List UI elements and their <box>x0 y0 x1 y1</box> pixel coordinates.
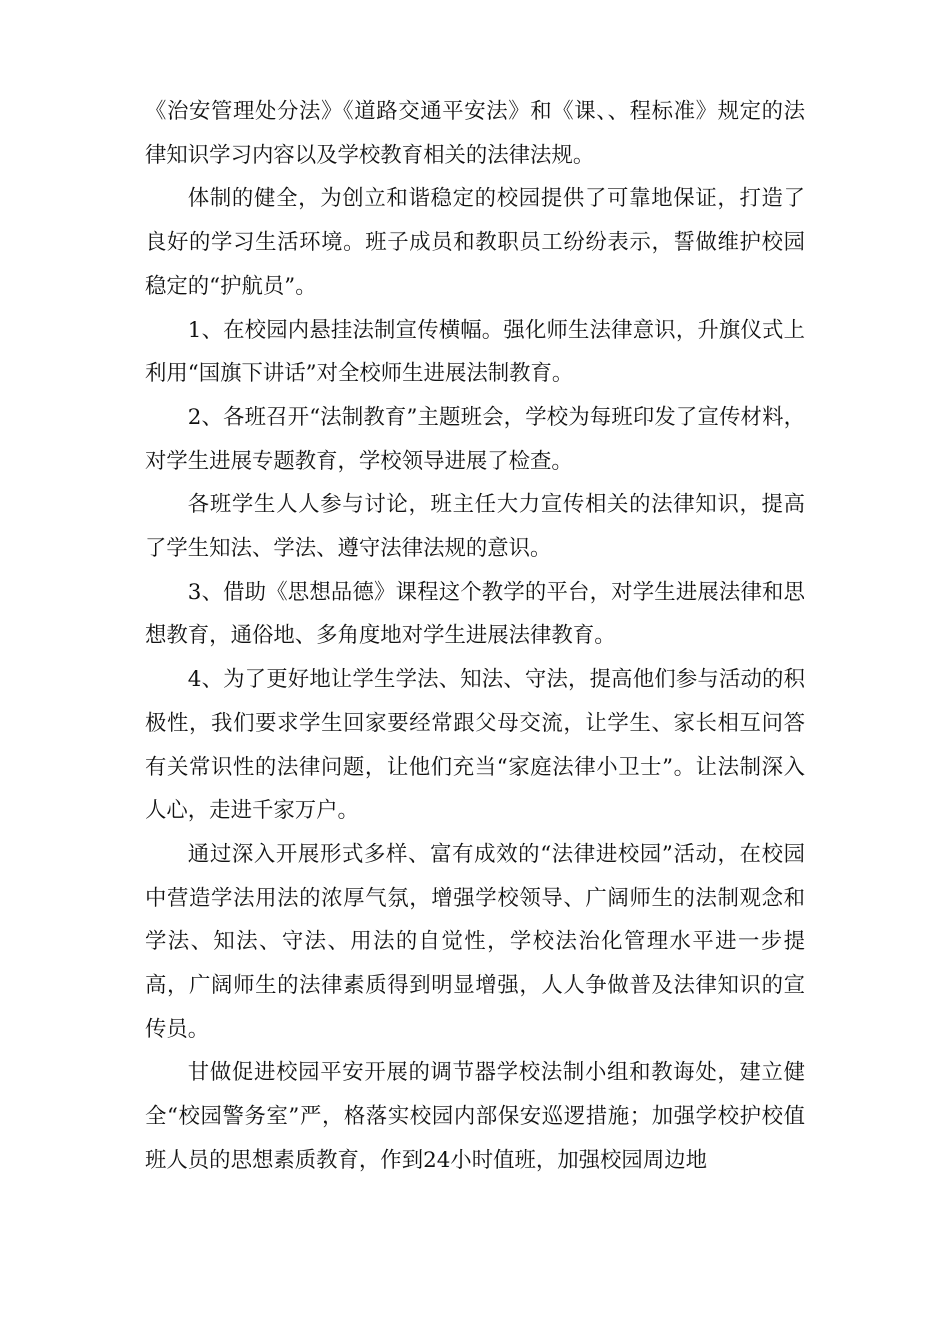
paragraph-summary: 通过深入开展形式多样、富有成效的“法律进校园”活动，在校园中营造学法用法的浓厚气氛，增强学校领导、广阔师生的法制观念和学法、知法、守法、用法的自觉性，学校法治化管理水平进一步提高，广阔师生的法律素质得到明显增强，人人争做普及法律知识的宣传员。 <box>145 841 805 1042</box>
paragraph-class-discussion: 各班学生人人参与讨论，班主任大力宣传相关的法律知识，提高了学生知法、学法、遵守法律法规的意识。 <box>145 492 805 562</box>
paragraph-item-4: 4、为了更好地让学生学法、知法、守法，提高他们参与活动的积极性，我们要求学生回家要经常跟父母交流，让学生、家长相互问答有关常识性的法律问题，让他们充当“家庭法律小卫士”。让法制深入人心，走进千家万户。 <box>145 667 805 824</box>
document-page <box>145 90 805 1183</box>
paragraph-system-health: 体制的健全，为创立和谐稳定的校园提供了可靠地保证，打造了良好的学习生活环境。班子成员和教职员工纷纷表示，誓做维护校园稳定的“护航员”。 <box>145 186 805 299</box>
paragraph-continued: 《治安管理处分法》《道路交通平安法》和《课、、程标准》规定的法律知识学习内容以及学校教育相关的法律法规。 <box>145 99 805 168</box>
paragraph-safety-measures: 甘做促进校园平安开展的调节器学校法制小组和教诲处，建立健全“校园警务室”严，格落实校园内部保安巡逻措施；加强学校护校值班人员的思想素质教育，作到24小时值班，加强校园周边地 <box>145 1060 805 1173</box>
paragraph-item-2: 2、各班召开“法制教育”主题班会，学校为每班印发了宣传材料，对学生进展专题教育，学校领导进展了检查。 <box>145 404 805 474</box>
paragraph-item-3: 3、借助《思想品德》课程这个教学的平台，对学生进展法律和思想教育，通俗地、多角度地对学生进展法律教育。 <box>145 579 805 649</box>
paragraph-item-1: 1、在校园内悬挂法制宣传横幅。强化师生法律意识，升旗仪式上利用“国旗下讲话”对全校师生进展法制教育。 <box>145 317 805 387</box>
